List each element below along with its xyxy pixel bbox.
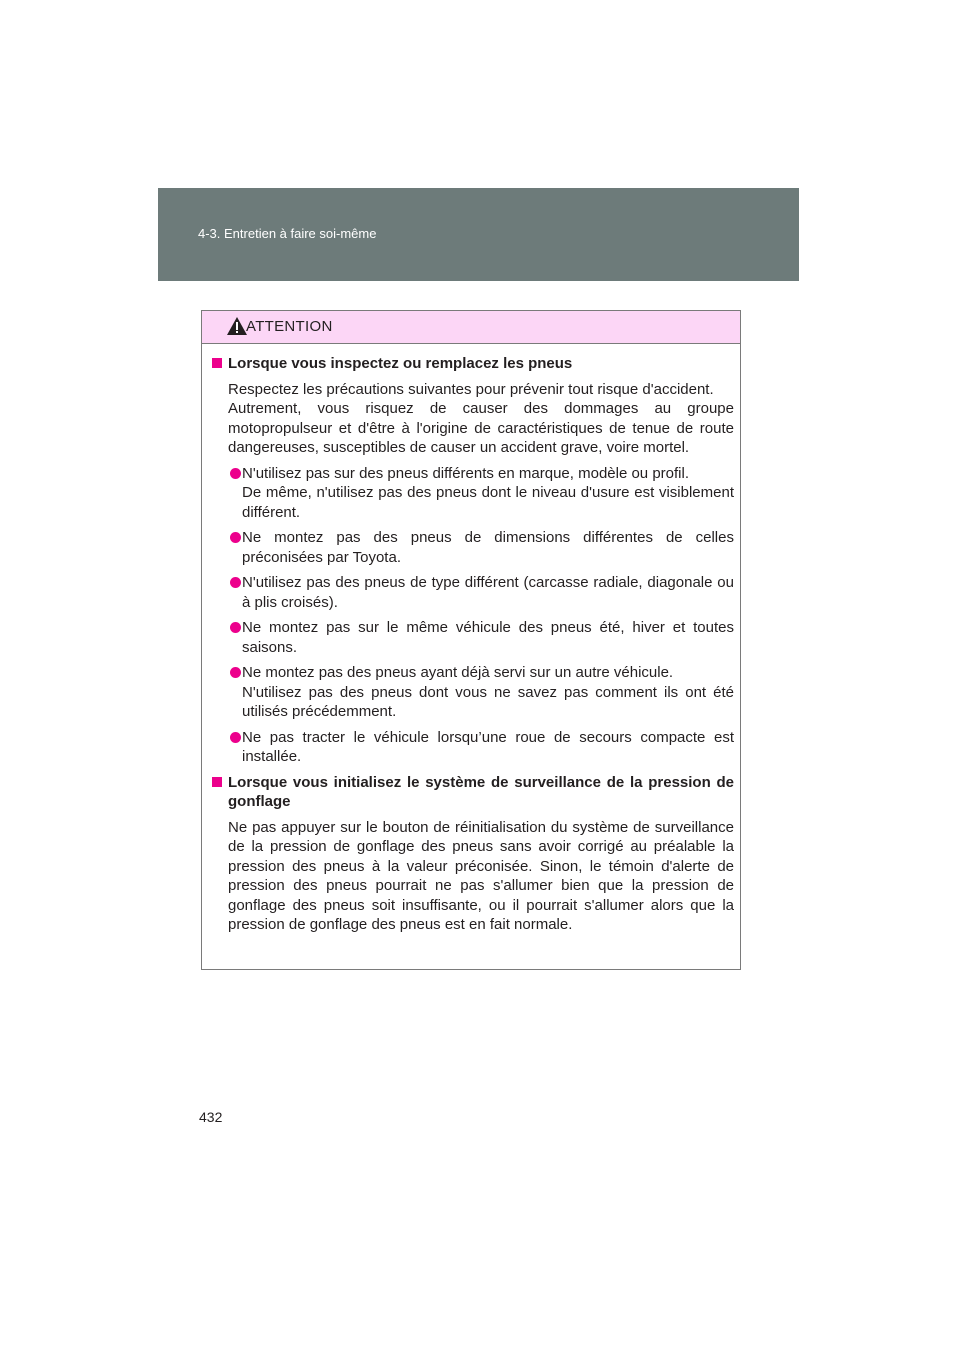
section-heading-tire-inspection: [210, 354, 734, 374]
round-bullet-icon: [230, 732, 241, 743]
attention-body: [202, 344, 740, 935]
list-item: [210, 528, 734, 567]
list-item-text: Ne montez pas des pneus ayant déjà servi sur un autre véhicule.: [242, 664, 674, 681]
paragraph: Ne pas appuyer sur le bouton de réinitialisation du système de surveillance de la pression de gonflage des pneus sans avoir corrigé au préalable la pression des pneus à la valeur préconisée. Sinon, le témoin d'alerte de pression des pneus pourrait ne pas s'allumer bien que la pression de gonflage des pneus soit insuffisante, ou il pourrait s'allumer alors que la pression de gonflage des pneus est en fait normale.: [228, 818, 734, 933]
list-item-text: Ne montez pas sur le même véhicule des pneus été, hiver et toutes saisons.: [242, 619, 734, 656]
page-number: 432: [199, 1109, 223, 1125]
warning-triangle-icon: [226, 316, 248, 336]
section-heading-text: Lorsque vous inspectez ou remplacez les pneus: [228, 355, 573, 372]
round-bullet-icon: [230, 532, 241, 543]
section-header-band: [158, 188, 799, 281]
round-bullet-icon: [230, 468, 241, 479]
list-item: [210, 618, 734, 657]
list-item-text: N'utilisez pas des pneus de type différent (carcasse radiale, diagonale ou à plis croisés).: [242, 574, 734, 611]
list-item: [210, 663, 734, 722]
paragraph: Autrement, vous risquez de causer des dommages au groupe motopropulseur et d'être à l'origine de caractéristiques de tenue de route dangereuses, susceptibles de causer un accident grave, voire mortel.: [228, 400, 734, 456]
list-item: [210, 728, 734, 767]
round-bullet-icon: [230, 622, 241, 633]
list-item-text: Ne montez pas des pneus de dimensions différentes de celles préconisées par Toyota.: [242, 529, 734, 566]
round-bullet-icon: [230, 667, 241, 678]
square-bullet-icon: [212, 777, 222, 787]
list-item-text: N'utilisez pas sur des pneus différents en marque, modèle ou profil.: [242, 464, 689, 482]
round-bullet-icon: [230, 577, 241, 588]
list-item-text: De même, n'utilisez pas des pneus dont le niveau d'usure est visiblement différent.: [242, 484, 734, 521]
list-item: [210, 464, 734, 523]
list-item-text: N'utilisez pas des pneus dont vous ne savez pas comment ils ont été utilisés précédemment.: [242, 683, 734, 720]
list-item-text: Ne pas tracter le véhicule lorsqu’une roue de secours compacte est installée.: [242, 728, 734, 765]
list-item: [210, 573, 734, 612]
attention-title: ATTENTION: [246, 318, 333, 335]
section-title: 4-3. Entretien à faire soi-même: [198, 226, 377, 241]
attention-box: [201, 310, 741, 970]
paragraph: Respectez les précautions suivantes pour prévenir tout risque d'accident.: [228, 380, 714, 398]
square-bullet-icon: [212, 358, 222, 368]
section-heading-text: Lorsque vous initialisez le système de surveillance de la pression de gonflage: [228, 773, 734, 810]
attention-header: [202, 311, 740, 344]
section-heading-pressure-system: [210, 773, 734, 812]
